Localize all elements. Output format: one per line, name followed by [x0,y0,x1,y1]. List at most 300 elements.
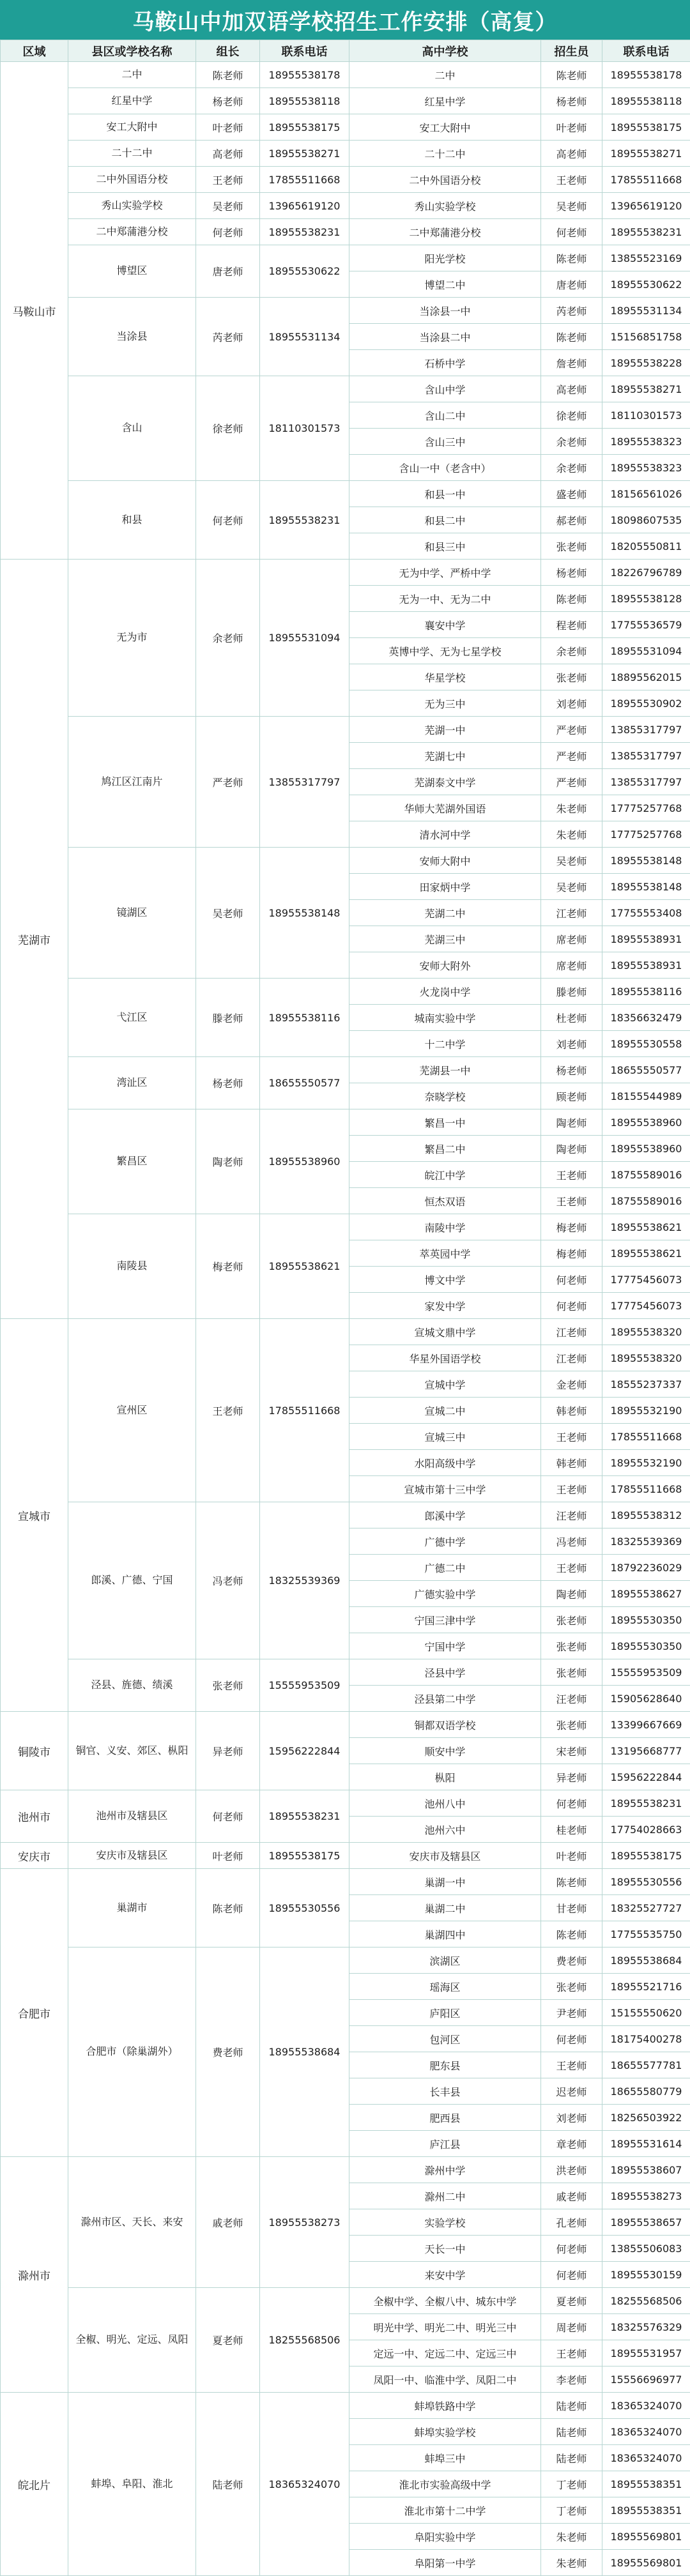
recruiter-name: 洪老师 [541,2157,602,2183]
leader-phone: 18955538271 [260,141,349,167]
recruiter-phone: 18256503922 [602,2105,690,2131]
region-name: 池州市 [1,1790,68,1843]
school-name: 奈晓学校 [349,1083,541,1109]
table-body [1,62,690,2576]
recruiter-name: 朱老师 [541,2524,602,2550]
recruiter-phone: 18955521716 [602,1974,690,2000]
school-name: 含山二中 [349,402,541,429]
leader-name: 滕老师 [196,979,260,1057]
recruiter-phone: 18955538273 [602,2183,690,2209]
school-name: 全椒中学、全椒八中、城东中学 [349,2288,541,2314]
leader-phone: 17855511668 [260,1319,349,1502]
area-name: 含山 [68,376,196,481]
recruiter-name: 滕老师 [541,979,602,1005]
recruiter-name: 陶老师 [541,1581,602,1607]
recruiter-phone: 18555237337 [602,1371,690,1398]
recruiter-phone: 18356632479 [602,1005,690,1031]
leader-phone: 15956222844 [260,1712,349,1790]
recruiter-name: 江老师 [541,900,602,926]
recruiter-phone: 18098607535 [602,507,690,533]
recruiter-name: 何老师 [541,2026,602,2052]
recruiter-phone: 18955538320 [602,1319,690,1345]
recruiter-phone: 18955538128 [602,586,690,612]
table-row [1,2393,690,2419]
leader-phone: 18325539369 [260,1502,349,1659]
school-name: 家发中学 [349,1293,541,1319]
header-recruiter: 招生员 [541,40,602,62]
leader-phone: 18955538273 [260,2157,349,2288]
table-row [1,979,690,1005]
recruiter-name: 叶老师 [541,114,602,141]
recruiter-phone: 13399667669 [602,1712,690,1738]
leader-phone: 18655550577 [260,1057,349,1109]
table-row [1,1843,690,1869]
school-name: 宣城三中 [349,1424,541,1450]
region-name: 滁州市 [1,2157,68,2393]
school-name: 蚌埠三中 [349,2445,541,2471]
school-name: 博望二中 [349,271,541,298]
recruiter-phone: 18365324070 [602,2419,690,2445]
leader-phone: 18365324070 [260,2393,349,2576]
recruiter-phone: 17855511668 [602,1476,690,1502]
recruiter-name: 杨老师 [541,88,602,114]
leader-phone: 18955530556 [260,1869,349,1947]
table-row [1,560,690,586]
area-name: 泾县、旌德、绩溪 [68,1659,196,1712]
leader-phone: 18110301573 [260,376,349,481]
region-name: 安庆市 [1,1843,68,1869]
recruiter-phone: 18365324070 [602,2445,690,2471]
school-name: 红星中学 [349,88,541,114]
school-name: 宣城二中 [349,1398,541,1424]
table-row [1,717,690,743]
recruiter-name: 刘老师 [541,690,602,717]
recruiter-name: 江老师 [541,1319,602,1345]
school-name: 滁州二中 [349,2183,541,2209]
recruiter-name: 尹老师 [541,2000,602,2026]
recruiter-phone: 18792236029 [602,1555,690,1581]
area-name: 红星中学 [68,88,196,114]
school-name: 庐阳区 [349,2000,541,2026]
school-name: 安庆市及辖县区 [349,1843,541,1869]
recruiter-phone: 18955538960 [602,1109,690,1136]
school-name: 枞阳 [349,1764,541,1790]
school-name: 和县一中 [349,481,541,507]
school-name: 石桥中学 [349,350,541,376]
recruiter-name: 叶老师 [541,1843,602,1869]
recruiter-name: 余老师 [541,455,602,481]
school-name: 安师大附中 [349,848,541,874]
recruiter-phone: 18955538148 [602,874,690,900]
header-leader: 组长 [196,40,260,62]
leader-name: 王老师 [196,167,260,193]
school-name: 芜湖二中 [349,900,541,926]
header-school: 高中学校 [349,40,541,62]
leader-name: 陶老师 [196,1109,260,1214]
recruiter-phone: 18955538175 [602,114,690,141]
recruiter-name: 朱老师 [541,821,602,848]
recruiter-name: 王老师 [541,1188,602,1214]
school-name: 宁国三津中学 [349,1607,541,1633]
leader-name: 严老师 [196,717,260,848]
school-name: 凤阳一中、临淮中学、凤阳二中 [349,2366,541,2393]
table-row [1,1502,690,1528]
school-name: 二中 [349,62,541,88]
school-name: 淮北市实验高级中学 [349,2471,541,2497]
recruiter-phone: 18955538960 [602,1136,690,1162]
school-name: 安工大附中 [349,114,541,141]
area-name: 当涂县 [68,298,196,376]
school-name: 定远一中、定远二中、定远三中 [349,2340,541,2366]
table-row [1,114,690,141]
recruiter-name: 王老师 [541,1424,602,1450]
recruiter-phone: 18955531957 [602,2340,690,2366]
recruiter-phone: 17755536579 [602,612,690,638]
recruiter-name: 盛老师 [541,481,602,507]
leader-name: 徐老师 [196,376,260,481]
recruiter-phone: 18955538116 [602,979,690,1005]
leader-name: 梅老师 [196,1214,260,1319]
recruiter-phone: 15156851758 [602,324,690,350]
leader-phone: 18955538231 [260,481,349,560]
school-name: 火龙岗中学 [349,979,541,1005]
area-name: 全椒、明光、定远、凤阳 [68,2288,196,2393]
recruiter-name: 郝老师 [541,507,602,533]
area-name: 二中外国语分校 [68,167,196,193]
leader-phone: 13965619120 [260,193,349,219]
recruiter-name: 异老师 [541,1764,602,1790]
area-name: 繁昌区 [68,1109,196,1214]
recruiter-phone: 18755589016 [602,1162,690,1188]
recruiter-name: 严老师 [541,743,602,769]
recruiter-phone: 18955531614 [602,2131,690,2157]
recruiter-name: 张老师 [541,664,602,690]
school-name: 芜湖县一中 [349,1057,541,1083]
recruiter-phone: 18955532190 [602,1450,690,1476]
area-name: 和县 [68,481,196,560]
recruiter-phone: 15956222844 [602,1764,690,1790]
school-name: 巢湖一中 [349,1869,541,1895]
area-name: 镜湖区 [68,848,196,979]
recruiter-phone: 17775456073 [602,1293,690,1319]
region-name: 宣城市 [1,1319,68,1712]
recruiter-name: 程老师 [541,612,602,638]
table-row [1,1057,690,1083]
school-name: 肥西县 [349,2105,541,2131]
recruiter-phone: 13855317797 [602,769,690,795]
recruiter-name: 陈老师 [541,324,602,350]
recruiter-phone: 18955538118 [602,88,690,114]
school-name: 襄安中学 [349,612,541,638]
recruiter-phone: 17775257768 [602,795,690,821]
school-name: 城南实验中学 [349,1005,541,1031]
recruiter-phone: 18955538621 [602,1240,690,1267]
recruiter-phone: 15905628640 [602,1686,690,1712]
school-name: 清水河中学 [349,821,541,848]
recruiter-name: 严老师 [541,717,602,743]
area-name: 巢湖市 [68,1869,196,1947]
recruiter-phone: 13855317797 [602,743,690,769]
leader-name: 杨老师 [196,88,260,114]
header-region: 区域 [1,40,68,62]
recruiter-name: 杜老师 [541,1005,602,1031]
recruiter-name: 严老师 [541,769,602,795]
leader-name: 吴老师 [196,193,260,219]
table-row [1,1214,690,1240]
school-name: 阜阳第一中学 [349,2550,541,2576]
recruiter-phone: 18955538178 [602,62,690,88]
recruiter-name: 张老师 [541,1659,602,1686]
recruiter-phone: 15555953509 [602,1659,690,1686]
leader-phone: 18955531134 [260,298,349,376]
recruiter-phone: 18955538320 [602,1345,690,1371]
recruiter-name: 席老师 [541,952,602,979]
recruiter-name: 陆老师 [541,2393,602,2419]
leader-name: 陆老师 [196,2393,260,2576]
school-name: 庐江县 [349,2131,541,2157]
leader-phone: 18255568506 [260,2288,349,2393]
recruiter-name: 芮老师 [541,298,602,324]
school-name: 阳光学校 [349,245,541,271]
table-row [1,219,690,245]
recruiter-name: 汪老师 [541,1686,602,1712]
leader-name: 异老师 [196,1712,260,1790]
area-name: 南陵县 [68,1214,196,1319]
table-row [1,167,690,193]
recruiter-phone: 18955538351 [602,2497,690,2524]
table-row [1,141,690,167]
recruiter-phone: 15155550620 [602,2000,690,2026]
recruiter-phone: 17755535750 [602,1921,690,1947]
school-name: 华师大芜湖外国语 [349,795,541,821]
school-name: 无为一中、无为二中 [349,586,541,612]
school-name: 南陵中学 [349,1214,541,1240]
school-name: 含山三中 [349,429,541,455]
recruiter-name: 江老师 [541,1345,602,1371]
recruiter-name: 宋老师 [541,1738,602,1764]
recruiter-phone: 18955538312 [602,1502,690,1528]
school-name: 繁昌一中 [349,1109,541,1136]
recruiter-name: 吴老师 [541,874,602,900]
recruiter-phone: 18955530558 [602,1031,690,1057]
recruiter-name: 陈老师 [541,62,602,88]
school-name: 安师大附外 [349,952,541,979]
leader-name: 何老师 [196,481,260,560]
school-name: 巢湖四中 [349,1921,541,1947]
area-name: 合肥市（除巢湖外） [68,1947,196,2157]
school-name: 郎溪中学 [349,1502,541,1528]
school-name: 无为三中 [349,690,541,717]
area-name: 郎溪、广德、宁国 [68,1502,196,1659]
school-name: 和县三中 [349,533,541,560]
recruiter-phone: 18955538621 [602,1214,690,1240]
table-row [1,1712,690,1738]
recruiter-name: 王老师 [541,1162,602,1188]
recruiter-phone: 18895562015 [602,664,690,690]
area-name: 安庆市及辖县区 [68,1843,196,1869]
recruiter-phone: 18655580779 [602,2078,690,2105]
header-row [1,40,690,62]
recruiter-name: 韩老师 [541,1398,602,1424]
school-name: 皖江中学 [349,1162,541,1188]
leader-name: 王老师 [196,1319,260,1502]
leader-name: 唐老师 [196,245,260,298]
recruiter-phone: 15556696977 [602,2366,690,2393]
recruiter-name: 唐老师 [541,271,602,298]
area-name: 二中郑蒲港分校 [68,219,196,245]
leader-phone: 18955538148 [260,848,349,979]
recruiter-name: 李老师 [541,2366,602,2393]
school-name: 蚌埠实验学校 [349,2419,541,2445]
leader-phone: 18955538116 [260,979,349,1057]
recruiter-name: 张老师 [541,1607,602,1633]
school-name: 宁国中学 [349,1633,541,1659]
area-name: 安工大附中 [68,114,196,141]
leader-phone: 18955538960 [260,1109,349,1214]
recruiter-name: 余老师 [541,638,602,664]
area-name: 铜官、义安、郊区、枞阳 [68,1712,196,1790]
leader-name: 杨老师 [196,1057,260,1109]
recruiter-phone: 18955538323 [602,429,690,455]
school-name: 华星学校 [349,664,541,690]
recruiter-phone: 18955538148 [602,848,690,874]
area-name: 鸠江区江南片 [68,717,196,848]
recruiter-phone: 18955538231 [602,1790,690,1817]
recruiter-phone: 18110301573 [602,402,690,429]
table-row [1,848,690,874]
region-name: 合肥市 [1,1869,68,2157]
recruiter-name: 陈老师 [541,1869,602,1895]
leader-name: 芮老师 [196,298,260,376]
area-name: 宣州区 [68,1319,196,1502]
recruiter-name: 何老师 [541,1790,602,1817]
recruiter-name: 周老师 [541,2314,602,2340]
school-name: 和县二中 [349,507,541,533]
school-name: 来安中学 [349,2262,541,2288]
leader-phone: 18955538231 [260,219,349,245]
school-name: 无为中学、严桥中学 [349,560,541,586]
page-title: 马鞍山中加双语学校招生工作安排（高复） [0,0,690,40]
table-row [1,1790,690,1817]
table-row [1,1319,690,1345]
recruiter-name: 王老师 [541,167,602,193]
recruiter-phone: 18325539369 [602,1528,690,1555]
recruiter-name: 吴老师 [541,848,602,874]
leader-phone: 18955538175 [260,114,349,141]
recruiter-name: 梅老师 [541,1214,602,1240]
recruiter-name: 王老师 [541,2052,602,2078]
leader-phone: 13855317797 [260,717,349,848]
table-row [1,298,690,324]
school-name: 芜湖泰文中学 [349,769,541,795]
recruiter-name: 费老师 [541,1947,602,1974]
school-name: 铜都双语学校 [349,1712,541,1738]
school-name: 淮北市第十二中学 [349,2497,541,2524]
leader-name: 陈老师 [196,62,260,88]
area-name: 二中 [68,62,196,88]
school-name: 华星外国语学校 [349,1345,541,1371]
area-name: 弋江区 [68,979,196,1057]
recruiter-name: 刘老师 [541,2105,602,2131]
recruiter-name: 何老师 [541,1267,602,1293]
table-row [1,2288,690,2314]
recruiter-phone: 18955538271 [602,376,690,402]
recruiter-name: 张老师 [541,533,602,560]
school-name: 实验学校 [349,2209,541,2236]
recruiter-phone: 13195668777 [602,1738,690,1764]
recruiter-name: 冯老师 [541,1528,602,1555]
area-name: 蚌埠、阜阳、淮北 [68,2393,196,2576]
area-name: 博望区 [68,245,196,298]
recruiter-phone: 18955569801 [602,2550,690,2576]
recruiter-name: 何老师 [541,2262,602,2288]
leader-phone: 18955538178 [260,62,349,88]
recruiter-phone: 18955538627 [602,1581,690,1607]
school-name: 含山中学 [349,376,541,402]
leader-phone: 18955538118 [260,88,349,114]
recruiter-name: 徐老师 [541,402,602,429]
leader-name: 何老师 [196,1790,260,1843]
leader-phone: 18955531094 [260,560,349,717]
recruiter-name: 席老师 [541,926,602,952]
recruiter-name: 杨老师 [541,560,602,586]
recruiter-name: 陶老师 [541,1136,602,1162]
recruiter-name: 丁老师 [541,2471,602,2497]
school-name: 芜湖三中 [349,926,541,952]
recruiter-name: 章老师 [541,2131,602,2157]
school-name: 二十二中 [349,141,541,167]
leader-phone: 18955530622 [260,245,349,298]
recruiter-name: 金老师 [541,1371,602,1398]
school-name: 巢湖二中 [349,1895,541,1921]
recruiter-phone: 18175400278 [602,2026,690,2052]
school-name: 长丰县 [349,2078,541,2105]
school-name: 十二中学 [349,1031,541,1057]
recruiter-name: 孔老师 [541,2209,602,2236]
recruiter-name: 甘老师 [541,1895,602,1921]
recruiter-phone: 17754028663 [602,1817,690,1843]
enrollment-table [0,40,690,2576]
recruiter-name: 陶老师 [541,1109,602,1136]
recruiter-name: 王老师 [541,1476,602,1502]
recruiter-phone: 18156561026 [602,481,690,507]
recruiter-name: 张老师 [541,1712,602,1738]
area-name: 湾沚区 [68,1057,196,1109]
leader-phone: 18955538231 [260,1790,349,1843]
leader-name: 余老师 [196,560,260,717]
recruiter-phone: 13855523169 [602,245,690,271]
school-name: 田家炳中学 [349,874,541,900]
area-name: 池州市及辖县区 [68,1790,196,1843]
school-name: 瑶海区 [349,1974,541,2000]
recruiter-phone: 18655577781 [602,2052,690,2078]
recruiter-phone: 17775257768 [602,821,690,848]
recruiter-phone: 18955538231 [602,219,690,245]
recruiter-phone: 18955531134 [602,298,690,324]
leader-name: 戚老师 [196,2157,260,2288]
recruiter-phone: 18955538657 [602,2209,690,2236]
recruiter-name: 丁老师 [541,2497,602,2524]
school-name: 宣城市第十三中学 [349,1476,541,1502]
school-name: 肥东县 [349,2052,541,2078]
leader-name: 高老师 [196,141,260,167]
leader-name: 何老师 [196,219,260,245]
region-name: 芜湖市 [1,560,68,1319]
school-name: 滨湖区 [349,1947,541,1974]
recruiter-name: 汪老师 [541,1502,602,1528]
leader-phone: 18955538684 [260,1947,349,2157]
recruiter-phone: 18955530350 [602,1607,690,1633]
